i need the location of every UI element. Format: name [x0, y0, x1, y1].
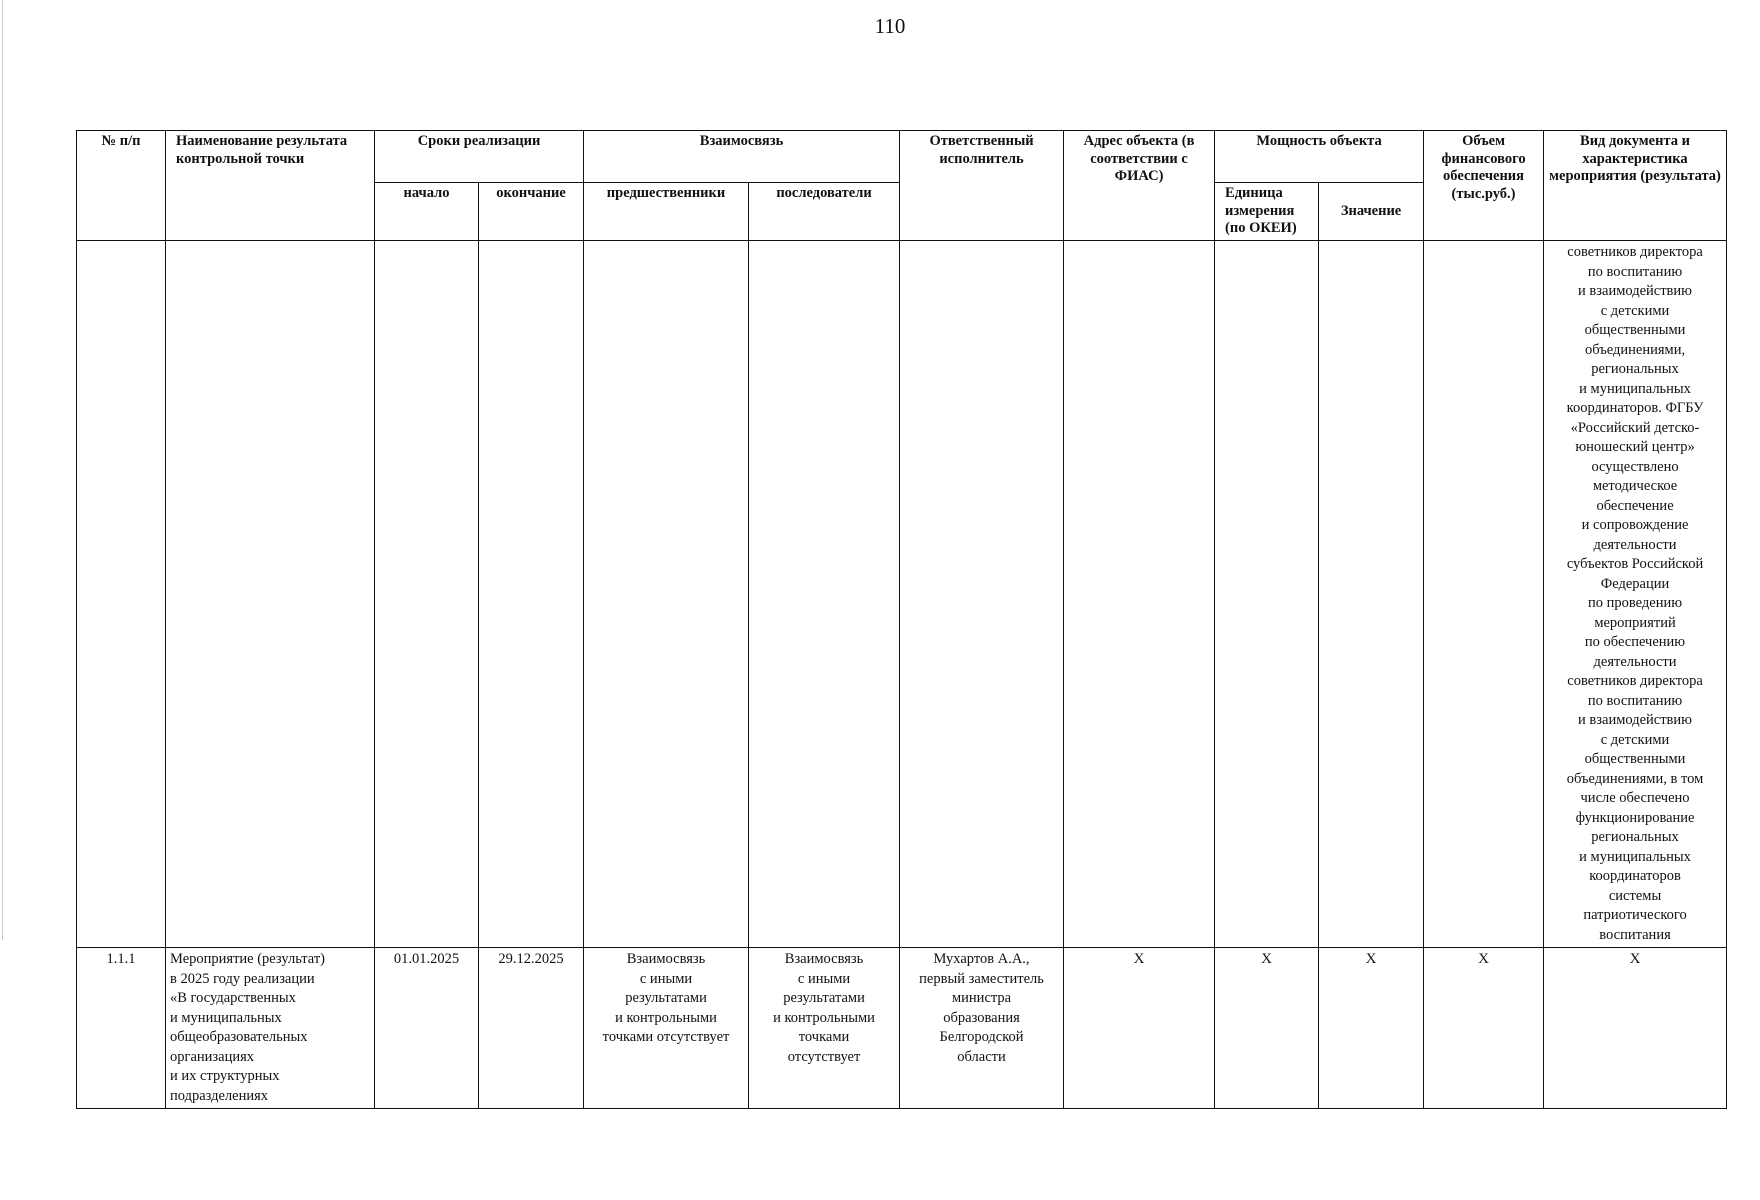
cell-successors: Взаимосвязь с иными результатами и контрольными точками отсутствует	[749, 948, 900, 1109]
plan-table	[76, 130, 1727, 1109]
header-finance: Объем финансового обеспечения (тыс.руб.)	[1424, 131, 1544, 241]
header-terms-end: окончание	[479, 183, 584, 241]
cell-empty	[479, 241, 584, 948]
cell-doc-description: советников директора по воспитанию и взаимодействию с детскими общественными объединениями, региональных и муниципальных координаторов. ФГБУ «Российский детско- юношеский центр» осуществлено методическое обеспечение и сопровождение деятельности субъектов Российской Федерации по проведению мероприятий по обеспечению деятельности советников директора по воспитанию и взаимодействию с детскими общественными объединениями, в том числе обеспечено функционирование региональных и муниципальных координаторов системы патриотического воспитания	[1544, 241, 1727, 948]
cell-address: X	[1064, 948, 1215, 1109]
header-capacity: Мощность объекта	[1215, 131, 1424, 183]
header-doc: Вид документа и характеристика мероприятия (результата)	[1544, 131, 1727, 241]
header-address: Адрес объекта (в соответствии с ФИАС)	[1064, 131, 1215, 241]
cell-num: 1.1.1	[77, 948, 166, 1109]
cell-empty	[584, 241, 749, 948]
header-row-1	[77, 131, 1727, 183]
cell-empty	[900, 241, 1064, 948]
header-responsible: Ответственный исполнитель	[900, 131, 1064, 241]
header-relation: Взаимосвязь	[584, 131, 900, 183]
cell-empty	[749, 241, 900, 948]
cell-empty	[1319, 241, 1424, 948]
header-relation-next: последователи	[749, 183, 900, 241]
cell-empty	[375, 241, 479, 948]
cell-start-date: 01.01.2025	[375, 948, 479, 1109]
cell-empty	[77, 241, 166, 948]
cell-responsible: Мухартов А.А., первый заместитель министра образования Белгородской области	[900, 948, 1064, 1109]
cell-end-date: 29.12.2025	[479, 948, 584, 1109]
header-capacity-unit: Единица измерения (по ОКЕИ)	[1215, 183, 1319, 241]
table-row	[77, 948, 1727, 1109]
cell-result-name: Мероприятие (результат) в 2025 году реализации «В государственных и муниципальных общеобразовательных организациях и их структурных подразделениях	[166, 948, 375, 1109]
cell-empty	[166, 241, 375, 948]
cell-unit: X	[1215, 948, 1319, 1109]
scan-edge-line	[2, 0, 3, 940]
header-capacity-value: Значение	[1319, 183, 1424, 241]
cell-value: X	[1319, 948, 1424, 1109]
cell-finance: X	[1424, 948, 1544, 1109]
header-relation-prev: предшественники	[584, 183, 749, 241]
page-number: 110	[874, 14, 906, 38]
cell-predecessors: Взаимосвязь с иными результатами и контрольными точками отсутствует	[584, 948, 749, 1109]
cell-empty	[1424, 241, 1544, 948]
header-terms-start: начало	[375, 183, 479, 241]
header-terms: Сроки реализации	[375, 131, 584, 183]
cell-doc: X	[1544, 948, 1727, 1109]
header-num: № п/п	[77, 131, 166, 241]
cell-empty	[1064, 241, 1215, 948]
table-row	[77, 241, 1727, 948]
header-name: Наименование результата контрольной точки	[166, 131, 375, 241]
cell-empty	[1215, 241, 1319, 948]
